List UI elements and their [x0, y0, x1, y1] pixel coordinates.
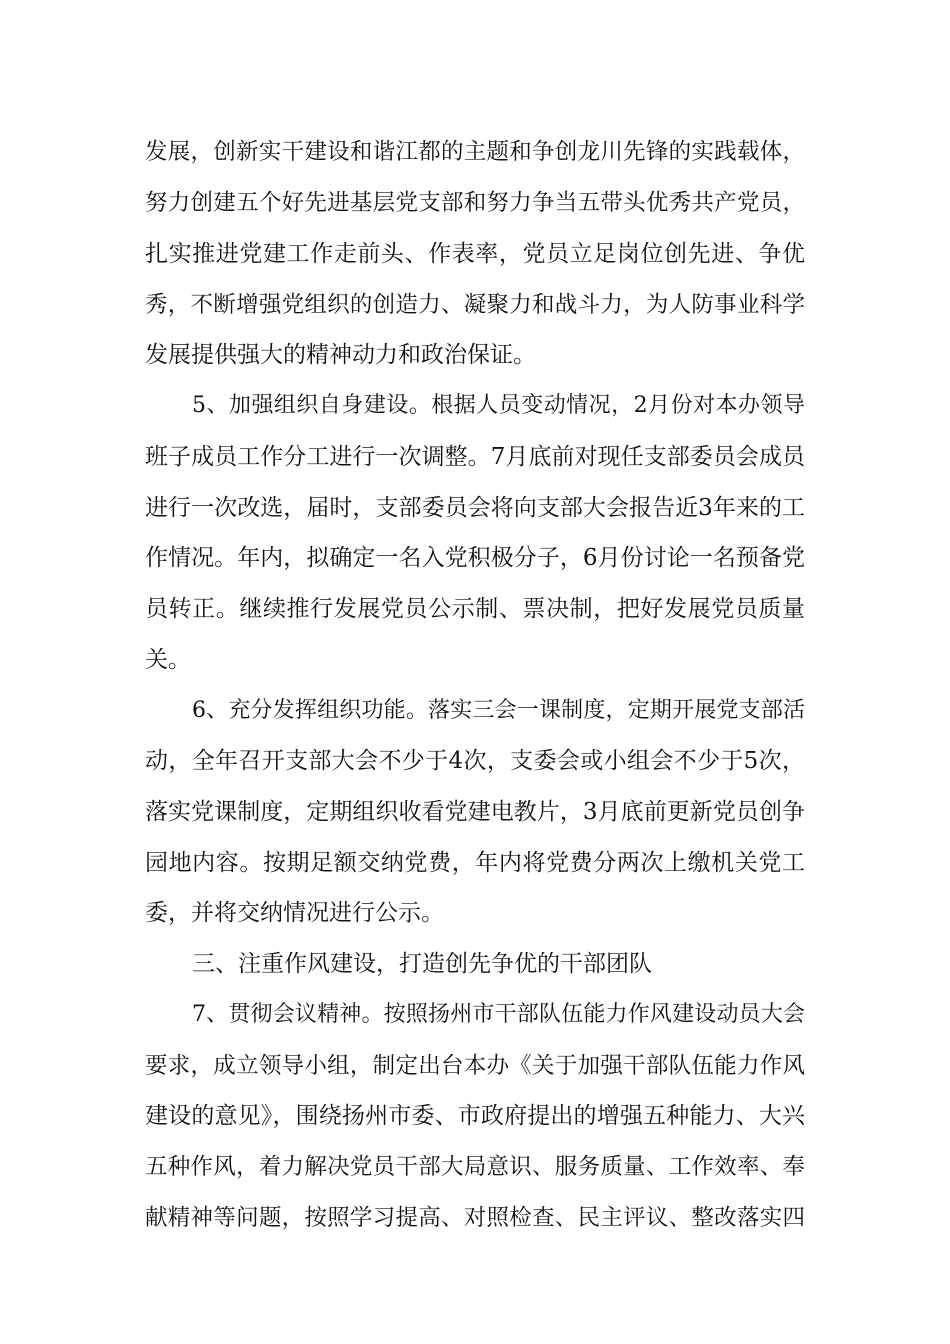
text-line: 委，并将交纳情况进行公示。	[145, 900, 444, 926]
section-heading: 三、注重作风建设，打造创先争优的干部团队	[192, 951, 652, 977]
text-line: 要求，成立领导小组，制定出台本办《关于加强干部队伍能力作风	[145, 1053, 805, 1079]
text-line: 努力创建五个好先进基层党支部和努力争当五带头优秀共产党员，	[145, 190, 805, 216]
text-line: 进行一次改选，届时，支部委员会将向支部大会报告近3年来的工	[145, 495, 805, 521]
text-line: 作情况。年内，拟确定一名入党积极分子，6月份讨论一名预备党	[145, 545, 805, 571]
text-line: 关。	[145, 647, 191, 673]
paragraph-first-line: 5、加强组织自身建设。根据人员变动情况，2月份对本办领导	[192, 393, 805, 418]
paragraph-first-line: 6、充分发挥组织功能。落实三会一课制度，定期开展党支部活	[192, 698, 805, 723]
text-line: 发展，创新实干建设和谐江都的主题和争创龙川先锋的实践载体，	[145, 139, 805, 165]
text-line: 员转正。继续推行发展党员公示制、票决制，把好发展党员质量	[145, 596, 805, 622]
text-line: 建设的意见》，围绕扬州市委、市政府提出的增强五种能力、大兴	[145, 1103, 805, 1129]
text-line: 园地内容。按期足额交纳党费，年内将党费分两次上缴机关党工	[145, 850, 805, 876]
text-line: 发展提供强大的精神动力和政治保证。	[145, 342, 536, 368]
text-line: 五种作风，着力解决党员干部大局意识、服务质量、工作效率、奉	[145, 1154, 805, 1180]
text-line: 秀，不断增强党组织的创造力、凝聚力和战斗力，为人防事业科学	[145, 292, 805, 318]
text-line: 扎实推进党建工作走前头、作表率，党员立足岗位创先进、争优	[145, 241, 805, 267]
paragraph-first-line: 7、贯彻会议精神。按照扬州市干部队伍能力作风建设动员大会	[192, 1002, 805, 1027]
text-line: 献精神等问题，按照学习提高、对照检查、民主评议、整改落实四	[145, 1205, 805, 1231]
text-line: 落实党课制度，定期组织收看党建电教片，3月底前更新党员创争	[145, 799, 805, 825]
text-line: 动，全年召开支部大会不少于4次，支委会或小组会不少于5次，	[145, 748, 805, 774]
text-line: 班子成员工作分工进行一次调整。7月底前对现任支部委员会成员	[145, 444, 805, 470]
